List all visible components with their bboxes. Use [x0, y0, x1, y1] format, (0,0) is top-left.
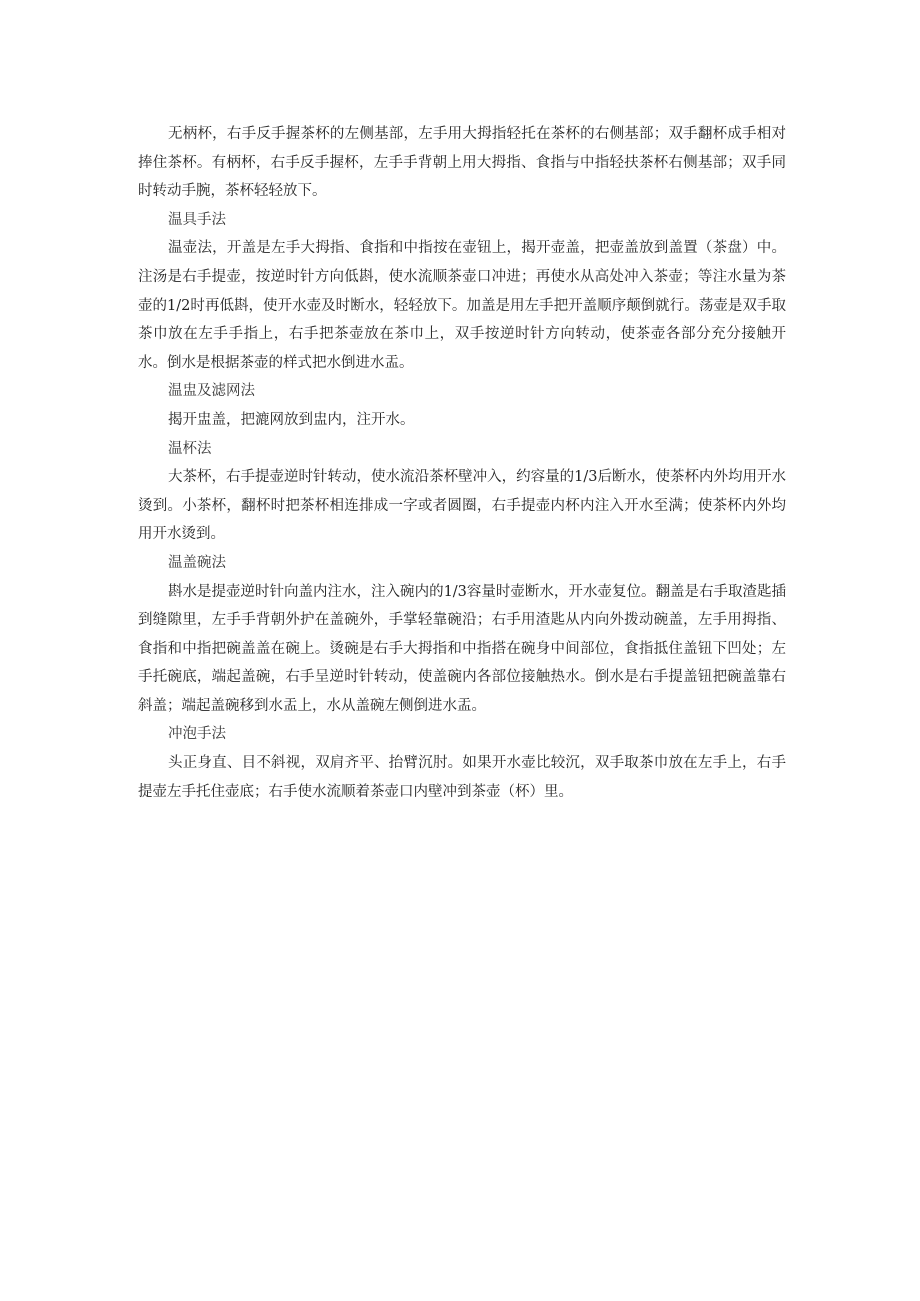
paragraph-warm-gaiwan: 斟水是提壶逆时针向盖内注水，注入碗内的1/3容量时壶断水，开水壶复位。翻盖是右手取渣匙插到缝隙里，左手手背朝外护在盖碗外，手掌轻靠碗沿；右手用渣匙从内向外拨动碗盖，左手用拇指、食指和中指把碗盖盖在碗上。烫碗是右手大拇指和中指搭在碗身中间部位，食指抵住盖钮下凹处；左手托碗底，端起盖碗，右手呈逆时针转动，使盖碗内各部位接触热水。倒水是右手提盖钮把碗盖靠右斜盖；端起盖碗移到水盂上，水从盖碗左侧倒进水盂。: [138, 583, 786, 714]
document-body: [138, 120, 786, 806]
paragraph-warm-pot: 温壶法，开盖是左手大拇指、食指和中指按在壶钮上，揭开壶盖，把壶盖放到盖置（茶盘）中。注汤是右手提壶，按逆时针方向低斟，使水流顺茶壶口冲进；再使水从高处冲入茶壶；等注水量为茶壶的1/2时再低斟，使开水壶及时断水，轻轻放下。加盖是用左手把开盖顺序颠倒就行。荡壶是双手取茶巾放在左手手指上，右手把茶壶放在茶巾上，双手按逆时针方向转动，使茶壶各部分充分接触开水。倒水是根据茶壶的样式把水倒进水盂。: [138, 240, 786, 371]
paragraph-brewing: 头正身直、目不斜视，双肩齐平、抬臂沉肘。如果开水壶比较沉，双手取茶巾放在左手上，右手提壶左手托住壶底；右手使水流顺着茶壶口内壁冲到茶壶（杯）里。: [138, 755, 786, 800]
paragraph-warm-cup: 大茶杯，右手提壶逆时针转动，使水流沿茶杯壁冲入，约容量的1/3后断水，使茶杯内外均用开水烫到。小茶杯，翻杯时把茶杯相连排成一字或者圆圈，右手提壶内杯内注入开水至满；使茶杯内外均用开水烫到。: [138, 469, 786, 543]
heading-warming-methods: 温具手法: [168, 211, 226, 228]
heading-warm-cup: 温杯法: [168, 440, 212, 457]
heading-warm-pitcher-strainer: 温盅及滤网法: [168, 383, 255, 400]
paragraph-cup-holding: 无柄杯，右手反手握茶杯的左侧基部，左手用大拇指轻托在茶杯的右侧基部；双手翻杯成手相对捧住茶杯。有柄杯，右手反手握杯，左手手背朝上用大拇指、食指与中指轻扶茶杯右侧基部；双手同时转动手腕，茶杯轻轻放下。: [138, 126, 786, 200]
heading-brewing-technique: 冲泡手法: [168, 726, 226, 743]
paragraph-warm-pitcher: 揭开盅盖，把漉网放到盅内，注开水。: [168, 411, 415, 428]
heading-warm-gaiwan: 温盖碗法: [168, 554, 226, 571]
